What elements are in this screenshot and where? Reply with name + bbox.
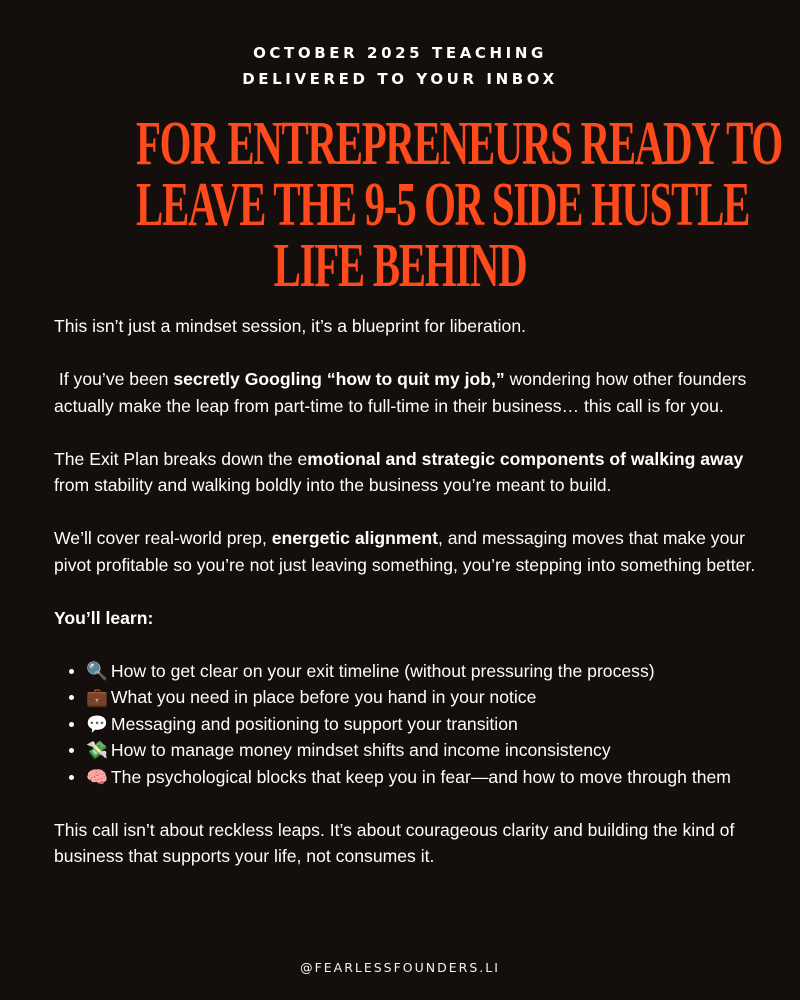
list-item [86, 737, 774, 764]
headline [136, 110, 782, 300]
paragraph-exit-plan-post: from stability and walking boldly into the business you’re meant to build. [54, 475, 612, 495]
paragraph-exit-plan-pre: The Exit Plan breaks down the e [54, 448, 308, 469]
list-item [86, 764, 774, 791]
kicker [0, 40, 800, 92]
paragraph-cover-bold: energetic alignment [271, 528, 438, 548]
learn-heading: You’ll learn: [54, 607, 154, 628]
kicker-line-2: DELIVERED TO YOUR INBOX [242, 70, 558, 88]
paragraph-googling-bold: secretly Googling “how to quit my job,” [173, 369, 505, 389]
paragraph-googling-pre: If you’ve been [54, 369, 174, 389]
headline-line-3: LIFE BEHIND [273, 232, 527, 300]
brain-icon: 🧠 [86, 766, 108, 787]
paragraph-exit-plan [54, 446, 774, 499]
list-item [86, 658, 774, 685]
headline-line-1: FOR ENTREPRENEURS READY TO [136, 110, 782, 178]
body-copy [54, 313, 774, 896]
list-item-text: What you need in place before you hand in your notice [110, 687, 537, 707]
speech-bubble-icon: 💬 [86, 713, 108, 734]
money-with-wings-icon: 💸 [86, 740, 108, 760]
closing-paragraph: This call isn’t about reckless leaps. It’s about courageous clarity and building the kind of business that supports your life, not consumes it. [54, 819, 735, 866]
intro-paragraph: This isn’t just a mindset session, it’s a blueprint for liberation. [54, 316, 526, 336]
list-item-text: How to manage money mindset shifts and income inconsistency [110, 740, 611, 760]
paragraph-exit-plan-bold: motional and strategic components of walking away [307, 448, 744, 469]
social-handle: @FEARLESSFOUNDERS.LI [300, 960, 500, 975]
paragraph-googling [54, 366, 774, 419]
list-item [86, 684, 774, 711]
headline-line-2: LEAVE THE 9-5 OR SIDE HUSTLE [136, 171, 750, 239]
list-item [86, 711, 774, 738]
learn-list [54, 658, 774, 791]
paragraph-cover-pre: We’ll cover real-world prep, [54, 528, 272, 548]
paragraph-googling-post: wondering how other founders actually make the leap from part-time to full-time in their business… this call is for you. [54, 369, 747, 416]
briefcase-icon: 💼 [86, 687, 108, 707]
list-item-text: The psychological blocks that keep you in fear—and how to move through them [110, 766, 731, 787]
list-item-text: How to get clear on your exit timeline (without pressuring the process) [110, 660, 655, 681]
paragraph-cover [54, 525, 774, 578]
magnifying-glass-icon: 🔍 [86, 660, 108, 681]
kicker-line-1: OCTOBER 2025 TEACHING [253, 44, 547, 62]
paragraph-cover-post: , and messaging moves that make your pivot profitable so you’re not just leaving something, you’re stepping into something better. [54, 528, 756, 575]
list-item-text: Messaging and positioning to support your transition [110, 713, 518, 734]
